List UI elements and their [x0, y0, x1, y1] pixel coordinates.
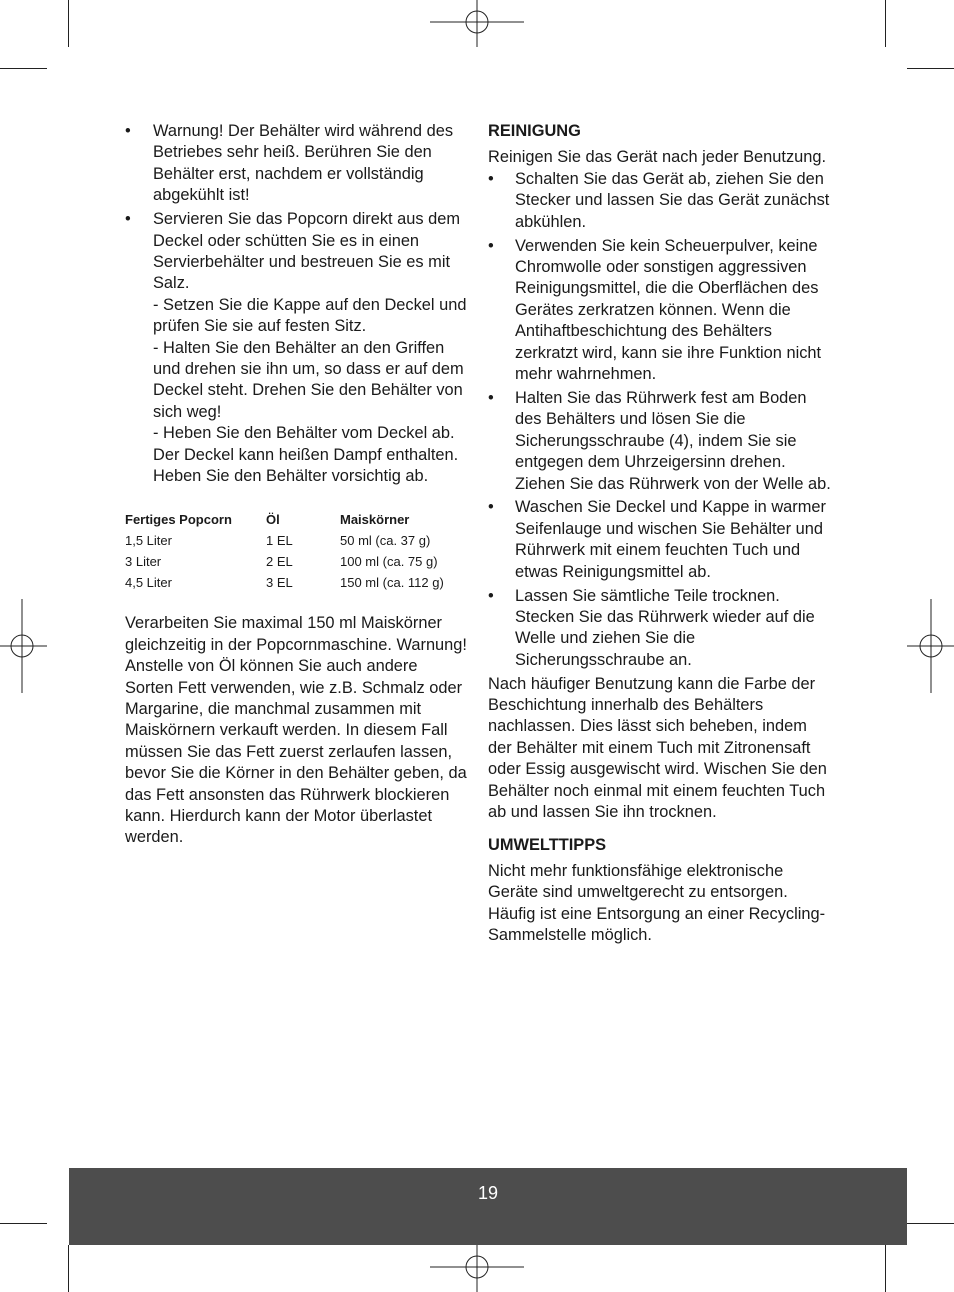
bullet-icon: • — [488, 498, 494, 517]
crop-mark — [68, 1245, 69, 1292]
cleaning-outro: Nach häufiger Benutzung kann die Farbe der Beschichtung innerhalb des Behälters nachlassen. Dies lässt sich beheben, indem der Behälter mit einem Tuch mit Zitronensaft oder Essig ausgewischt wird. Wischen Sie den Behälter noch einmal mit einem feuchten Tuch ab und lassen Sie ihn trocknen. — [488, 674, 827, 822]
section-heading-environment: UMWELTTIPPS — [488, 835, 607, 854]
bullet-icon: • — [488, 388, 494, 407]
oil-warning-paragraph: Verarbeiten Sie maximal 150 ml Maiskörner gleichzeitig in der Popcornmaschine. Warnung! Anstelle von Öl können Sie auch andere Sorten Fett verwenden, wie z.B. Schmalz oder Margarine, die manchmal zusammen mit Maiskörnern verkauft werden. In diesem Fall müssen Sie das Fett zuerst zerlaufen lassen, bevor Sie die Körner in den Behälter geben, da das Fett ansonsten das Rührwerk blockieren kann. Hierdurch kann der Motor überlastet werden. — [125, 614, 467, 847]
crop-mark — [68, 0, 69, 47]
section-heading-cleaning: REINIGUNG — [488, 122, 581, 140]
table-cell: 150 ml (ca. 112 g) — [340, 575, 444, 591]
list-item-text: Waschen Sie Deckel und Kappe in warmer Seifenlauge und wischen Sie Behälter und Rührwerk mit einem feuchten Tuch und etwas Reinigungsmittel ab. — [515, 498, 826, 581]
list-item — [125, 209, 470, 487]
left-column — [125, 121, 470, 849]
page-number: 19 — [477, 1183, 499, 1203]
registration-mark-top — [430, 0, 524, 47]
crop-mark — [885, 0, 886, 47]
sub-step: - Setzen Sie die Kappe auf den Deckel und prüfen Sie sie auf festen Sitz. — [153, 295, 467, 336]
registration-mark-right — [907, 599, 954, 693]
list-item-text: Verwenden Sie kein Scheuerpulver, keine Chromwolle oder sonstigen aggressiven Reinigungsmittel, die die Oberflächen des Gerätes zerkratzen können. Wenn die Antihaftbeschichtung des Behälters zerkratzt wird, kann sie ihre Funktion nicht mehr wahrnehmen. — [515, 236, 822, 383]
table-cell: 100 ml (ca. 75 g) — [340, 554, 438, 570]
column-header: Öl — [266, 512, 280, 528]
bullet-icon: • — [488, 236, 494, 255]
crop-mark — [0, 1223, 47, 1224]
table-cell: 1,5 Liter — [125, 533, 172, 549]
bullet-icon: • — [125, 210, 131, 229]
column-header: Fertiges Popcorn — [125, 512, 232, 528]
bullet-icon: • — [125, 122, 131, 140]
environment-text: Nicht mehr funktionsfähige elektronische Geräte sind umweltgerecht zu entsorgen. Häufig ist eine Entsorgung an einer Recycling-Sammelstelle möglich. — [488, 861, 826, 945]
warning-list — [125, 121, 470, 487]
table-row — [125, 551, 470, 572]
sub-step: - Halten Sie den Behälter an den Griffen und drehen sie ihn um, so dass er auf dem Deckel steht. Drehen Sie den Behälter von sich weg! — [153, 338, 464, 421]
cleaning-list — [488, 169, 833, 671]
cleaning-intro: Reinigen Sie das Gerät nach jeder Benutzung. — [488, 148, 827, 167]
table-cell: 50 ml (ca. 37 g) — [340, 533, 431, 549]
bullet-icon: • — [488, 169, 494, 188]
crop-mark — [885, 1245, 886, 1292]
list-item-text: Schalten Sie das Gerät ab, ziehen Sie den Stecker und lassen Sie das Gerät zunächst abkühlen. — [515, 169, 830, 231]
sub-step: - Heben Sie den Behälter vom Deckel ab. Der Deckel kann heißen Dampf enthalten. Heben Sie den Behälter vorsichtig ab. — [153, 424, 459, 485]
list-item — [125, 121, 470, 207]
table-cell: 3 EL — [266, 575, 293, 591]
table-row — [125, 572, 470, 593]
table-cell: 4,5 Liter — [125, 575, 172, 591]
table-cell: 1 EL — [266, 533, 293, 549]
list-item-text: Lassen Sie sämtliche Teile trocknen. Stecken Sie das Rührwerk wieder auf die Welle und ziehen Sie die Sicherungsschraube an. — [515, 586, 815, 669]
table-cell: 2 EL — [266, 554, 293, 570]
list-item — [488, 388, 833, 495]
bullet-icon: • — [488, 586, 494, 605]
table-row — [125, 530, 470, 551]
list-item-text: Servieren Sie das Popcorn direkt aus dem Deckel oder schütten Sie es in einen Servierbehälter und bestreuen Sie es mit Salz. — [153, 210, 461, 293]
list-item-text: Warnung! Der Behälter wird während des Betriebes sehr heiß. Berühren Sie den Behälter erst, nachdem er vollständig abgekühlt ist! — [153, 122, 454, 205]
table-cell: 3 Liter — [125, 554, 162, 570]
table-header-row — [125, 509, 470, 530]
list-item — [488, 169, 833, 233]
registration-mark-left — [0, 599, 47, 693]
footer-bar — [69, 1168, 907, 1245]
popcorn-table — [125, 509, 470, 593]
list-item — [488, 497, 833, 583]
crop-mark — [0, 68, 47, 69]
list-item-text: Halten Sie das Rührwerk fest am Boden des Behälters und lösen Sie die Sicherungsschraube (4), indem Sie sie entgegen dem Uhrzeigersinn drehen. Ziehen Sie das Rührwerk von der Welle ab. — [515, 388, 831, 493]
list-item — [488, 586, 833, 672]
crop-mark — [907, 68, 954, 69]
right-column — [488, 121, 833, 947]
list-item — [488, 236, 833, 386]
registration-mark-bottom — [430, 1245, 524, 1292]
crop-mark — [907, 1223, 954, 1224]
column-header: Maiskörner — [340, 512, 410, 528]
